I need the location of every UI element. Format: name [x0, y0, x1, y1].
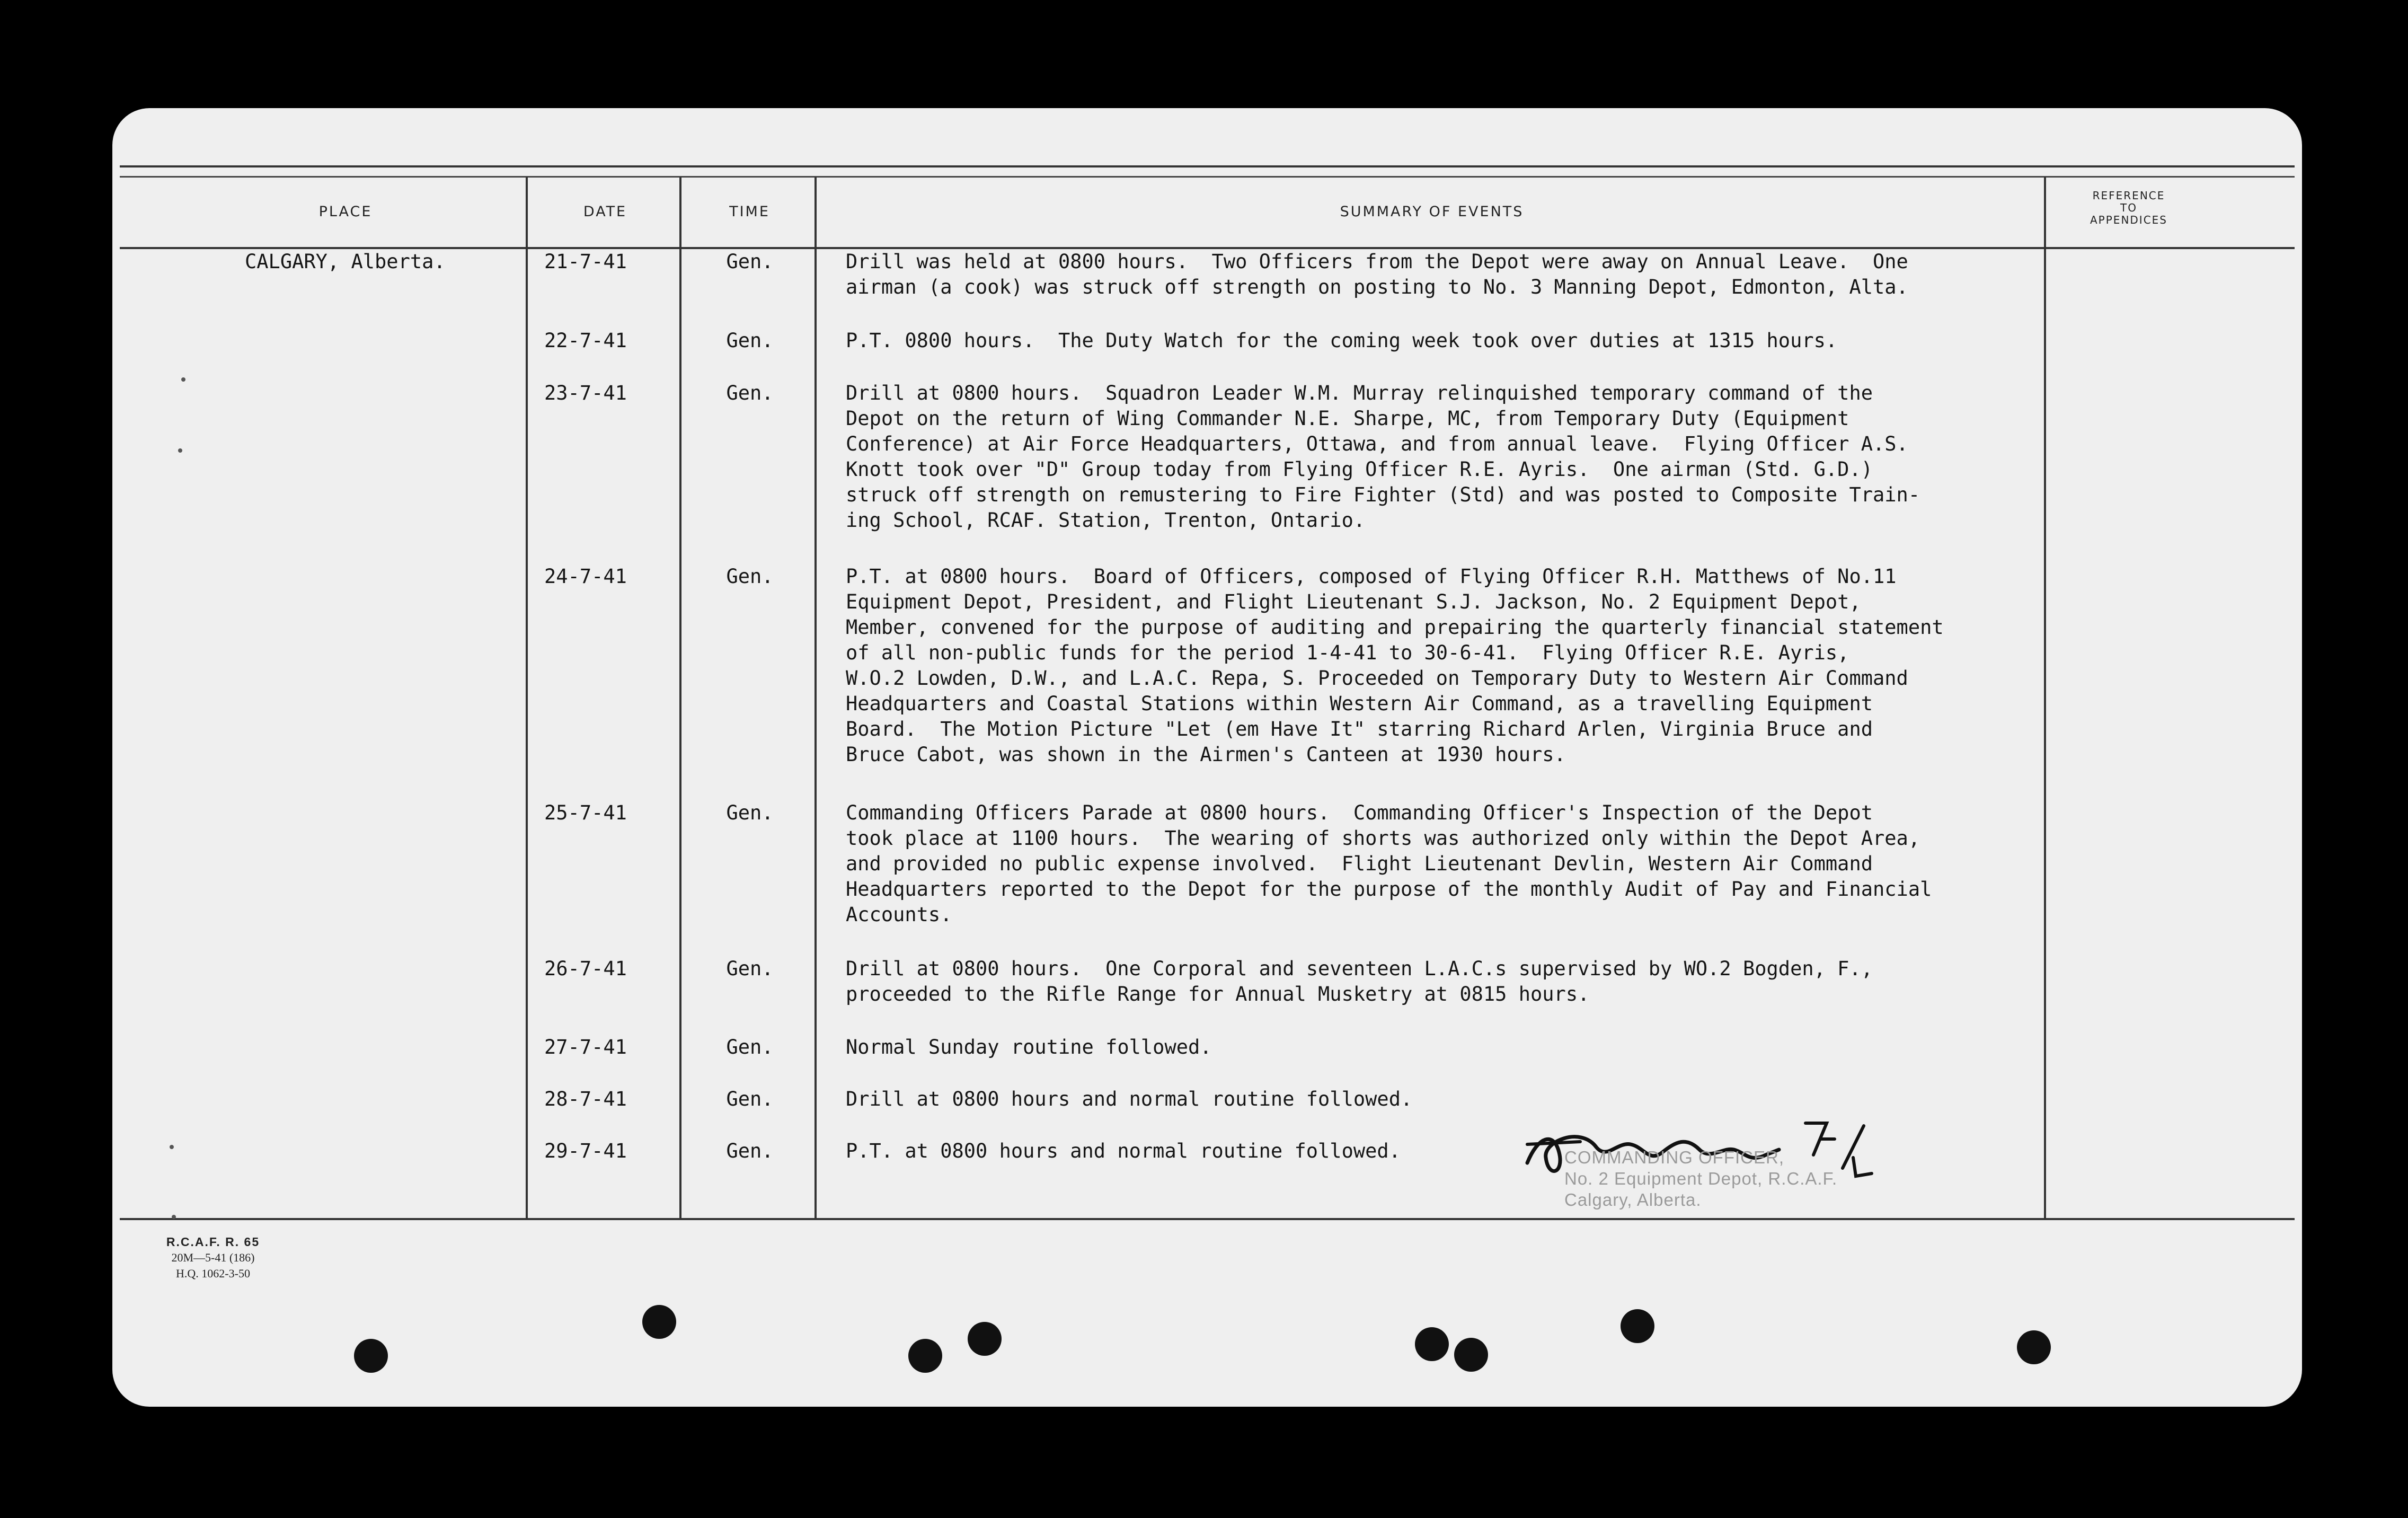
commanding-officer-stamp [1564, 1147, 1837, 1211]
place-cell: CALGARY, Alberta. [245, 250, 446, 273]
punch-hole [1454, 1338, 1488, 1372]
header-reference-line: TO [2120, 201, 2137, 214]
form-number-line: H.Q. 1062-3-50 [176, 1267, 250, 1280]
entry-date: 24-7-41 [544, 565, 627, 588]
header-time: TIME [729, 204, 770, 220]
entry-time: Gen. [726, 1140, 774, 1162]
entry-summary: Drill at 0800 hours. One Corporal and seventeen L.A.C.s supervised by WO.2 Bogden, F., proceeded to the Rifle Range for Annual Musketry at 0815 hours. [846, 957, 1873, 1005]
entry-date: 26-7-41 [544, 957, 627, 980]
punch-hole [908, 1339, 942, 1373]
entry-summary: Normal Sunday routine followed. [846, 1036, 1212, 1058]
entry-time: Gen. [726, 565, 774, 588]
form-number-line: 20M—5-41 (186) [171, 1251, 255, 1264]
header-place: PLACE [318, 204, 373, 220]
punch-hole [2017, 1330, 2051, 1364]
form-number-line: R.C.A.F. R. 65 [166, 1235, 260, 1249]
stamp-line: COMMANDING OFFICER, [1564, 1148, 1784, 1167]
speck [181, 377, 185, 382]
stamp-line: No. 2 Equipment Depot, R.C.A.F. [1564, 1169, 1838, 1188]
punch-hole [1415, 1327, 1449, 1361]
document-card [112, 108, 2302, 1407]
entry-date: 22-7-41 [544, 329, 627, 352]
bottom-rule [120, 1218, 2295, 1220]
entry-summary: P.T. at 0800 hours and normal routine followed. [846, 1140, 1401, 1162]
entry-date: 21-7-41 [544, 250, 627, 273]
entry-summary: Drill at 0800 hours. Squadron Leader W.M. Murray relinquished temporary command of the Depot on the return of Wing Commander N.E. Sharpe, MC, from Temporary Duty (Equipment Conference) at Air Force Headquarters, Ottawa, and from annual leave. Flying Officer A.S. Knott took over "D" Group today from Flying Officer R.E. Ayris. One airman (Std. G.D.) struck off strength on remustering to Fire Fighter (Std) and was posted to Composite Train- ing School, RCAF. Station, Trenton, Ontario. [846, 382, 1920, 532]
speck [172, 1215, 176, 1219]
punch-hole [968, 1322, 1002, 1356]
speck [178, 448, 182, 453]
column-divider [526, 177, 528, 1219]
entry-time: Gen. [726, 250, 774, 273]
entry-time: Gen. [726, 382, 774, 404]
header-reference-line: REFERENCE [2092, 189, 2165, 202]
header-reference-line: APPENDICES [2090, 214, 2167, 226]
top-rule-secondary [120, 176, 2295, 178]
header-reference [2049, 190, 2208, 226]
entry-date: 27-7-41 [544, 1036, 627, 1058]
punch-hole [1621, 1309, 1654, 1343]
header-summary: SUMMARY OF EVENTS [1340, 204, 1524, 220]
entry-summary: Commanding Officers Parade at 0800 hours. Commanding Officer's Inspection of the Depot took place at 1100 hours. The wearing of shorts was authorized only within the Depot Area, and provided no public expense involved. Flight Lieutenant Devlin, Western Air Command Headquarters reported to the Depot for the purpose of the monthly Audit of Pay and Financial Accounts. [846, 801, 1932, 926]
entry-summary: P.T. at 0800 hours. Board of Officers, composed of Flying Officer R.H. Matthews of No.11 Equipment Depot, President, and Flight Lieutenant S.J. Jackson, No. 2 Equipment Depot, Member, convened for the purpose of auditing and prepairing the quarterly financial statement of all non-public funds for the period 1-4-41 to 30-6-41. Flying Officer R.E. Ayris, W.O.2 Lowden, D.W., and L.A.C. Repa, S. Proceeded on Temporary Duty to Western Air Command Headquarters and Coastal Stations within Western Air Command, as a travelling Equipment Board. The Motion Picture "Let (em Have It" starring Richard Arlen, Virginia Bruce and Bruce Cabot, was shown in the Airmen's Canteen at 1930 hours. [846, 565, 1944, 766]
stamp-line: Calgary, Alberta. [1564, 1190, 1702, 1210]
form-number [155, 1234, 271, 1282]
entry-date: 23-7-41 [544, 382, 627, 404]
punch-hole [354, 1339, 388, 1373]
column-divider [815, 177, 817, 1219]
entry-summary: P.T. 0800 hours. The Duty Watch for the coming week took over duties at 1315 hours. [846, 329, 1838, 352]
entry-date: 25-7-41 [544, 801, 627, 824]
entry-summary: Drill was held at 0800 hours. Two Officers from the Depot were away on Annual Leave. One airman (a cook) was struck off strength on posting to No. 3 Manning Depot, Edmonton, Alta. [846, 250, 1908, 298]
entry-date: 28-7-41 [544, 1088, 627, 1110]
entry-summary: Drill at 0800 hours and normal routine followed. [846, 1088, 1413, 1110]
entry-time: Gen. [726, 801, 774, 824]
header-date: DATE [583, 204, 627, 220]
entry-time: Gen. [726, 1088, 774, 1110]
punch-hole [642, 1305, 676, 1339]
entry-time: Gen. [726, 957, 774, 980]
top-rule [120, 165, 2295, 167]
entry-date: 29-7-41 [544, 1140, 627, 1162]
speck [170, 1145, 174, 1149]
entry-time: Gen. [726, 329, 774, 352]
entry-time: Gen. [726, 1036, 774, 1058]
